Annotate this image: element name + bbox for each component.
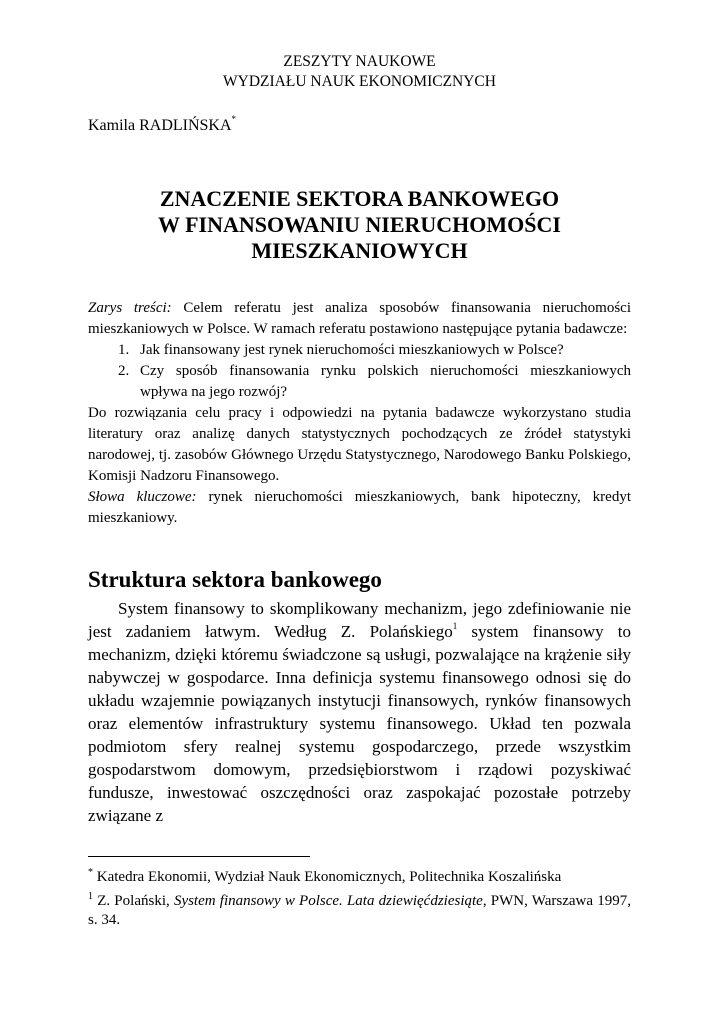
footnote-mark: * (88, 867, 93, 878)
footnote-text-post: , PWN, Warszawa 1997, s. 34. (88, 893, 631, 928)
author-footnote-mark: * (231, 114, 237, 124)
footnote-item (88, 863, 631, 887)
paper-title (0, 186, 719, 264)
abstract-intro-text: Celem referatu jest analiza sposobów finansowania nieruchomości mieszkaniowych w Polsce. W ramach referatu postawiono następujące pytania badawcze: (88, 300, 631, 337)
body-text-part2: system finansowy to mechanizm, dzięki któremu świadczone są usługi, pozwalające na krążenie siły nabywczej w gospodarce. Inna definicja systemu finansowego odnosi się do układu wzajemnie powiązanych instytucji finansowych, rynków finansowych oraz elementów infrastruktury systemu finansowego. Układ ten pozwala podmiotom sfery realnej systemu gospodarczego, przede wszystkim gospodarstwom domowym, przedsiębiorstwom i rządowi pozyskiwać fundusze, inwestować oszczędności oraz zaspokajać pozostałe potrzeby związane z (88, 622, 631, 825)
keywords (88, 487, 631, 529)
footnote-divider (88, 856, 310, 857)
question-number: 2. (118, 363, 130, 379)
title-line3: MIESZKANIOWYCH (251, 238, 468, 263)
title-line2: W FINANSOWANIU NIERUCHOMOŚCI (158, 212, 561, 237)
author-name: Kamila RADLIŃSKA (88, 117, 232, 134)
question-text: Czy sposób finansowania rynku polskich nieruchomości mieszkaniowych wpływa na jego rozwój? (140, 363, 631, 400)
keywords-label: Słowa kluczowe: (88, 489, 197, 505)
footnote-item (88, 887, 631, 930)
abstract-label: Zarys treści: (88, 300, 172, 316)
question-text: Jak finansowany jest rynek nieruchomości mieszkaniowych w Polsce? (140, 342, 564, 358)
abstract-methods: Do rozwiązania celu pracy i odpowiedzi na pytania badawcze wykorzystano studia literatury oraz analizę danych statystycznych pochodzących ze źródeł statystyki narodowej, tj. zasobów Głównego Urzędu Statystycznego, Narodowego Banku Polskiego, Komisji Nadzoru Finansowego. (88, 405, 631, 484)
section-heading: Struktura sektora bankowego (88, 567, 382, 592)
body-text-part1: System finansowy to skomplikowany mechanizm, jego zdefiniowanie nie jest zadaniem łatwym. Według Z. Polańskiego (88, 599, 631, 641)
footnote-mark: 1 (88, 891, 93, 902)
journal-header (0, 52, 719, 92)
body-paragraph (88, 597, 631, 827)
journal-name-line1: ZESZYTY NAUKOWE (283, 53, 436, 70)
abstract (88, 298, 631, 529)
keywords-text: rynek nieruchomości mieszkaniowych, bank hipoteczny, kredyt mieszkaniowy. (88, 489, 631, 526)
footnotes (88, 863, 631, 930)
footnote-text: Katedra Ekonomii, Wydział Nauk Ekonomicznych, Politechnika Koszalińska (93, 869, 562, 885)
footnote-book-title: System finansowy w Polsce. Lata dziewięćdziesiąte (173, 893, 483, 909)
research-questions (88, 340, 631, 403)
title-line1: ZNACZENIE SEKTORA BANKOWEGO (159, 186, 560, 211)
research-question (88, 340, 631, 361)
abstract-intro (88, 298, 631, 340)
author-line (88, 109, 236, 136)
footnote-text-pre: Z. Polański, (93, 893, 174, 909)
research-question (88, 361, 631, 403)
journal-name-line2: WYDZIAŁU NAUK EKONOMICZNYCH (223, 73, 496, 90)
footnote-reference: 1 (452, 621, 458, 631)
question-number: 1. (118, 342, 130, 358)
